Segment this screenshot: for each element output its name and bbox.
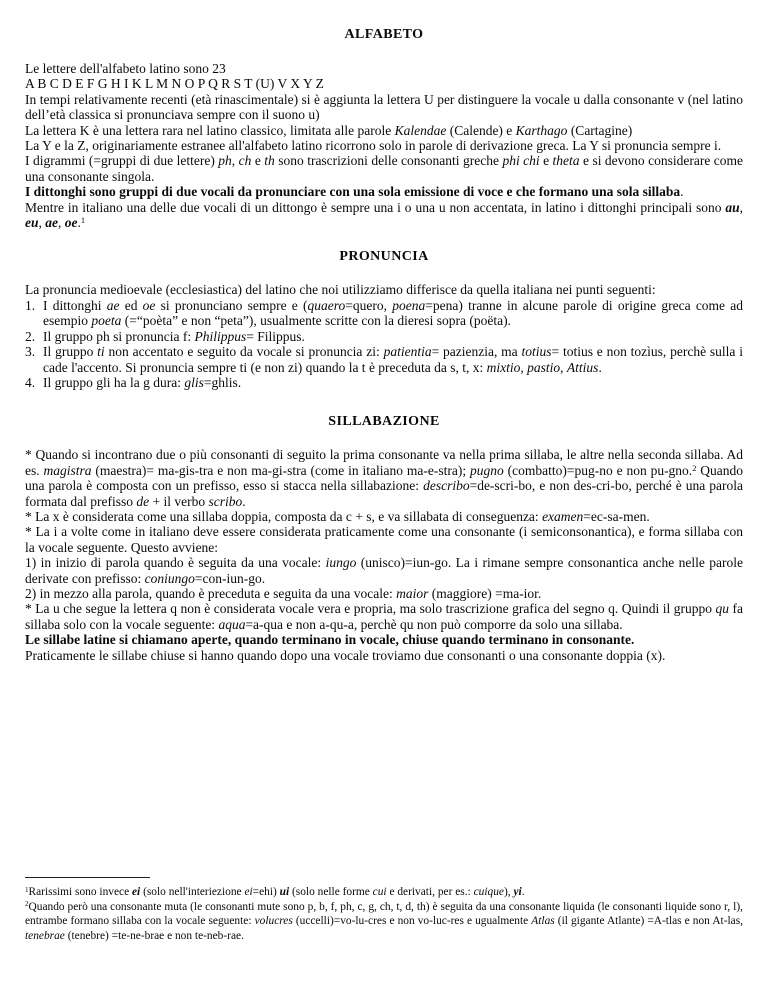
list-marker: 2. xyxy=(25,328,36,344)
text-segment: (maggiore) =ma-ior. xyxy=(428,585,542,601)
text-segment: e xyxy=(539,153,553,169)
text-segment: . xyxy=(521,886,525,898)
text-segment: (combatto)=pug-no e non pu-gno. xyxy=(503,462,693,478)
text-segment: Quando però una consonante muta (le consonanti mute sono p, b, f, ph, c, g, ch, t, d, th) è seguita da una consonante liquida (le consonanti liquide sono r, l), entrambe formano sillaba con la vocale seguente: xyxy=(25,900,743,928)
paragraph xyxy=(25,184,743,199)
paragraph xyxy=(25,632,743,647)
text-segment: ae xyxy=(45,215,58,231)
footnote-list xyxy=(25,885,743,943)
section-title: PRONUNCIA xyxy=(339,249,429,265)
section-pronuncia xyxy=(25,249,743,390)
text-segment: (tenebre) =te-ne-brae e non te-neb-rae. xyxy=(64,929,244,942)
paragraph xyxy=(25,524,743,555)
text-segment: Il gruppo xyxy=(43,344,98,360)
text-segment: (solo nelle forme xyxy=(289,886,373,898)
footnote-separator xyxy=(25,877,150,878)
text-segment: Kalendae xyxy=(394,122,447,138)
text-segment: e derivati, per es.: xyxy=(386,886,474,898)
text-segment: ae xyxy=(106,297,120,313)
text-segment: non accentato e seguito da vocale si pronuncia zi: xyxy=(104,344,384,360)
footnote xyxy=(25,900,743,944)
text-segment: patientia xyxy=(383,344,432,360)
text-segment: Philippus xyxy=(194,328,247,344)
text-segment: Le lettere dell'alfabeto latino sono 23 xyxy=(25,61,226,76)
text-segment: maior xyxy=(396,585,429,601)
section-alfabeto xyxy=(25,27,743,230)
paragraph xyxy=(25,61,743,76)
paragraph xyxy=(25,92,743,123)
text-segment: quaero xyxy=(307,297,346,313)
text-segment: =quero, xyxy=(345,297,393,313)
text-segment: ei xyxy=(244,886,253,898)
text-segment: ), xyxy=(503,886,514,898)
text-segment: ph xyxy=(218,153,232,169)
text-segment: , xyxy=(560,359,567,375)
text-segment: volucres xyxy=(254,915,293,928)
text-segment: In tempi relativamente recenti (età rinascimentale) si è aggiunta la lettera U per distinguere la vocale u dalla consonante v (nel latino dell’età classica si pronunciava sempre con il suono u) xyxy=(25,91,743,123)
paragraph xyxy=(25,153,743,184)
text-segment: theta xyxy=(552,153,580,169)
text-segment: oe xyxy=(142,297,156,313)
text-segment: scribo xyxy=(208,493,243,509)
text-segment: fa sillaba solo con la vocale seguente: xyxy=(25,601,743,632)
text-segment: e si devono considerare come una consonante singola. xyxy=(25,153,743,184)
text-segment: cuique xyxy=(473,886,504,898)
text-segment: phi chi xyxy=(502,153,540,169)
text-segment: totius xyxy=(521,344,552,360)
text-segment: =ec-sa-men. xyxy=(583,508,650,524)
text-segment: =con-iun-go. xyxy=(194,570,266,586)
text-segment: ed xyxy=(119,297,143,313)
footnote-marker: 2 xyxy=(25,900,29,909)
text-segment: (unisco)=iun-go. La i rimane sempre consonantica anche nelle parole derivate con prefisso: xyxy=(25,555,744,586)
text-segment: describo xyxy=(423,478,470,494)
text-segment: qu xyxy=(715,601,729,617)
text-segment: ti xyxy=(97,344,105,360)
list-item xyxy=(25,375,743,390)
section-title: SILLABAZIONE xyxy=(328,414,440,430)
text-segment: La lettera K è una lettera rara nel latino classico, limitata alle parole xyxy=(25,122,395,138)
list-marker: 4. xyxy=(25,374,36,390)
text-segment: au xyxy=(725,199,740,215)
text-segment: eu xyxy=(25,215,39,231)
text-segment: Il gruppo gli ha la g dura: xyxy=(43,374,185,390)
paragraph xyxy=(25,200,743,231)
text-segment: =de-scri-bo, e non des-cri-bo, perché è una parola formata dal prefisso xyxy=(25,478,744,509)
list-item xyxy=(25,344,743,375)
text-segment: . xyxy=(680,184,684,200)
text-segment: yi xyxy=(513,886,522,898)
text-segment: de xyxy=(136,493,150,509)
text-segment: sono trascrizioni delle consonanti greche xyxy=(274,153,503,169)
footnote xyxy=(25,885,743,900)
text-segment: = totius e non tozìus, perchè sulla i cade l'accento. Si pronuncia sempre ti (e non zi) quando la t è preceduta da s, t, x: xyxy=(43,344,743,375)
text-segment: examen xyxy=(542,508,584,524)
text-segment: Rarissimi sono invece xyxy=(28,886,132,898)
text-segment: (maestra)= ma-gis-tra e non ma-gi-stra (come in italiano ma-e-stra); xyxy=(91,462,470,478)
text-segment: (il gigante Atlante) =A-tlas e non At-las, xyxy=(554,915,743,928)
text-segment: 1) in inizio di parola quando è seguita da una vocale: xyxy=(25,555,326,571)
section-sillabazione xyxy=(25,414,743,663)
text-segment: magistra xyxy=(43,462,92,478)
text-segment: glis xyxy=(184,374,204,390)
footnotes xyxy=(25,877,743,943)
text-segment: ch xyxy=(238,153,252,169)
text-segment: (Calende) e xyxy=(446,122,516,138)
text-segment: + il verbo xyxy=(149,493,209,509)
text-segment: Praticamente le sillabe chiuse si hanno quando dopo una vocale troviamo due consonanti o una consonante doppia (x). xyxy=(25,647,666,663)
paragraph xyxy=(25,648,743,663)
text-segment: * La x è considerata come una sillaba doppia, composta da c + s, e va sillabata di conseguenza: xyxy=(25,508,543,524)
text-segment: = pazienzia, ma xyxy=(431,344,522,360)
text-segment: Atlas xyxy=(531,915,555,928)
text-segment: pastio xyxy=(527,359,561,375)
text-segment: . xyxy=(77,215,81,231)
text-segment: Le sillabe latine si chiamano aperte, quando terminano in vocale, chiuse quando terminano in consonante. xyxy=(25,632,635,648)
text-segment: I dittonghi xyxy=(43,297,107,313)
text-segment: Quando una parola è composta con un prefisso, esso si stacca nella sillabazione: xyxy=(25,462,743,494)
text-segment: . xyxy=(242,493,246,509)
text-segment: aqua xyxy=(218,616,246,632)
text-segment: (uccelli)=vo-lu-cres e non vo-luc-res e ugualmente xyxy=(292,915,532,928)
text-segment: La Y e la Z, originariamente estranee all'alfabeto latino ricorrono solo in parole di derivazione greca. La Y si pronuncia sempre i. xyxy=(25,138,722,154)
text-segment: pugno xyxy=(469,462,504,478)
text-segment: = Filippus. xyxy=(246,328,305,344)
text-segment: coniungo xyxy=(144,570,195,586)
text-segment: * Quando si incontrano due o più consonanti di seguito la prima consonante va nella prima sillaba, le altre nella seconda sillaba. Ad es. xyxy=(25,447,743,478)
list-marker: 1. xyxy=(25,297,36,313)
text-segment: Karthago xyxy=(515,122,568,138)
text-segment: 2) in mezzo alla parola, quando è preceduta e seguita da una vocale: xyxy=(25,585,397,601)
text-segment: , xyxy=(520,359,528,375)
text-segment: A B C D E F G H I K L M N O P Q R S T (U) V X Y Z xyxy=(25,76,324,92)
text-segment: , xyxy=(739,199,743,215)
text-segment: * La u che segue la lettera q non è considerata vocale vera e propria, ma solo trascrizione grafica del segno q. Quindi il gruppo xyxy=(25,601,716,617)
paragraph xyxy=(25,138,743,153)
paragraph xyxy=(25,123,743,138)
text-segment: , xyxy=(38,215,46,231)
footnote-marker: 1 xyxy=(25,885,29,894)
paragraph xyxy=(25,601,743,632)
text-segment: ei xyxy=(131,886,141,898)
text-segment: poena xyxy=(392,297,426,313)
paragraph xyxy=(25,76,743,91)
text-segment: , xyxy=(58,215,65,231)
list-item xyxy=(25,329,743,344)
text-segment: tenebrae xyxy=(25,929,65,942)
paragraph xyxy=(25,282,743,297)
text-segment: =a-qua e non a-qu-a, perchè qu non può comporre da solo una sillaba. xyxy=(245,616,623,632)
text-segment: Attius xyxy=(566,359,599,375)
text-segment: ui xyxy=(279,886,290,898)
text-segment: =ehi) xyxy=(252,886,280,898)
text-segment: =pena) tranne in alcune parole di origine greca come ad esempio xyxy=(43,297,744,329)
text-segment: * La i a volte come in italiano deve essere considerata praticamente come una consonante (i semiconsonantica), e forma sillaba con la vocale seguente. Questo avviene: xyxy=(25,524,743,555)
text-segment: =ghlis. xyxy=(203,374,242,390)
text-segment: (=“poèta” e non “peta”), usualmente scritte con la dieresi sopra (poëta). xyxy=(121,313,511,329)
paragraph xyxy=(25,555,743,586)
text-segment: cui xyxy=(372,886,387,898)
text-segment: (solo nell'interiezione xyxy=(140,886,245,898)
text-segment: . xyxy=(598,359,602,375)
section-title: ALFABETO xyxy=(344,27,424,42)
list-marker: 3. xyxy=(25,344,36,360)
paragraph xyxy=(25,586,743,601)
text-segment: , xyxy=(231,153,239,169)
footnote-reference: 2 xyxy=(692,463,697,473)
text-segment: poeta xyxy=(91,313,122,329)
text-segment: iungo xyxy=(325,555,357,571)
text-segment: (Cartagine) xyxy=(567,122,633,138)
text-segment: I dittonghi sono gruppi di due vocali da pronunciare con una sola emissione di voce e che formano una sola sillaba xyxy=(25,184,681,200)
text-segment: si pronunciano sempre e ( xyxy=(155,297,308,313)
text-segment: La pronuncia medioevale (ecclesiastica) del latino che noi utilizziamo differisce da quella italiana nei punti seguenti: xyxy=(25,282,656,298)
text-segment: oe xyxy=(64,215,78,231)
paragraph xyxy=(25,509,743,524)
text-segment: I digrammi (=gruppi di due lettere) xyxy=(25,153,219,169)
list-item xyxy=(25,298,743,329)
text-segment: Mentre in italiano una delle due vocali di un dittongo è sempre una i o una u non accentata, in latino i dittonghi principali sono xyxy=(25,199,726,215)
paragraph xyxy=(25,447,743,509)
text-segment: mixtio xyxy=(486,359,521,375)
text-segment: e xyxy=(251,153,265,169)
text-segment: th xyxy=(264,153,275,169)
footnote-reference: 1 xyxy=(80,216,86,226)
text-segment: Il gruppo ph si pronuncia f: xyxy=(43,328,195,344)
